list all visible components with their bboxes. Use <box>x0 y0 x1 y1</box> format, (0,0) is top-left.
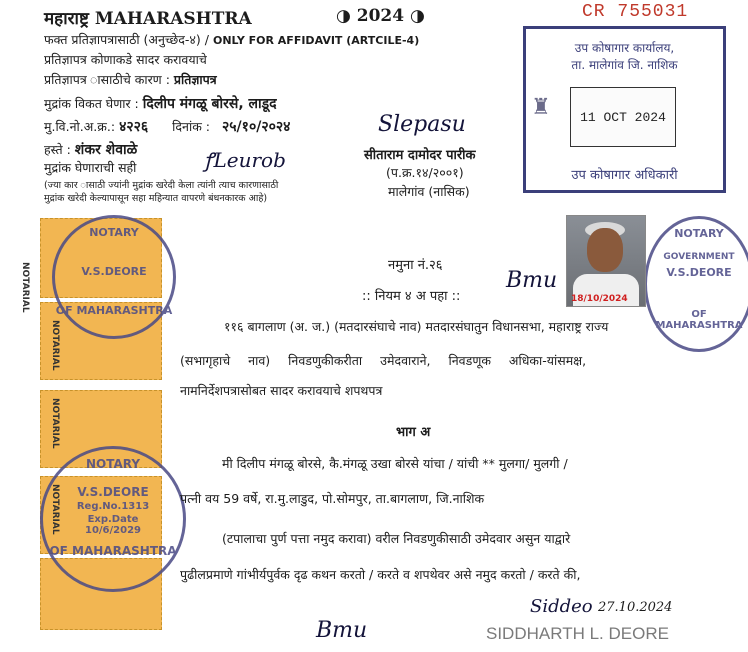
notary-name: SIDDHARTH L. DEORE <box>486 624 669 643</box>
notary-date: 27.10.2024 <box>598 600 673 615</box>
treasury-date: 11 OCT 2024 <box>570 87 676 147</box>
signature-label: मुद्रांक घेणाराची सही <box>44 160 137 175</box>
state-devanagari: महाराष्ट्र <box>44 9 89 29</box>
notarial-side-label: NOTARIAL <box>50 320 60 371</box>
candidate-photo <box>566 215 646 307</box>
treasury-line-2: ता. मालेगांव जि. नाशिक <box>571 58 678 72</box>
para2-line2: पत्नी वय 59 वर्षे, रा.मु.लाडुद, पो.सोमपुर, ता.बागलाण, जि.नाशिक <box>180 491 485 506</box>
para3-line1: (टपालाचा पुर्ण पत्ता नमुद करावा) वरील निवडणुकीसाठी उमेदवार असुन याद्वारे <box>222 531 571 546</box>
office-label: प्रतिज्ञापत्र कोणाकडे सादर करावयाचे <box>44 52 207 67</box>
half-moon-icon: ◑ <box>410 6 425 26</box>
para1-line3: नामनिर्देशपत्रासोबत सादर करावयाचे शपथपत्र <box>180 383 383 398</box>
rule-reference: :: नियम ४ अ पहा :: <box>362 289 461 304</box>
vendor-signature: Slepasu <box>378 112 466 137</box>
vendor-license: (प.क्र.१४/२००१) <box>386 165 464 180</box>
para3-line2: पुढीलप्रमाणे गांभीर्यपुर्वक दृढ कथन करतो / करते व शपथेवर असे नमुद करतो / करते की, <box>180 567 581 582</box>
half-moon-icon: ◑ <box>336 6 351 26</box>
para1-line2: (सभागृहाचे नाव) निवडणुकीकरीता उमेदवाराने, निवडणूक अधिका-यांसमक्ष, <box>180 353 587 368</box>
deponent-signature: Bmu <box>316 618 368 643</box>
candidate-signature: Bmu <box>506 268 558 293</box>
notarial-side-label: NOTARIAL <box>20 262 30 313</box>
part-heading: भाग अ <box>396 425 431 440</box>
notary-signature: Siddeo <box>530 596 593 617</box>
affidavit-line: फक्त प्रतिज्ञापत्रासाठी (अनुच्छेद-४) / ONLY FOR AFFIDAVIT (ARTCILE-4) <box>44 32 420 47</box>
treasury-officer: उप कोषागार अधिकारी <box>571 168 678 183</box>
purpose-row: प्रतिज्ञापत्र ासाठीचे कारण : प्रतिज्ञापत्र <box>44 72 217 87</box>
emblem-icon: ♜ <box>531 95 551 120</box>
para2-line1: मी दिलीप मंगळू बोरसे, कै.मंगळू उखा बोरसे यांचा / यांची ** मुलगा/ मुलगी / <box>222 456 568 471</box>
treasury-line-1: उप कोषागार कार्यालय, <box>574 41 675 55</box>
note-line-2: मुद्रांक खरेदी केल्यापासून सहा महिन्यात वापरणे बंधनकारक आहे) <box>44 193 268 204</box>
para1-line1: ११६ बागलाण (अ. ज.) (मतदारसंघाचे नाव) मतदारसंघातुन विधानसभा, महाराष्ट्र राज्य <box>224 319 609 334</box>
buyer-row: मुद्रांक विकत घेणार : दिलीप मंगळू बोरसे, लाडूद <box>44 96 277 112</box>
state-title <box>44 6 252 29</box>
state-english: MAHARASHTRA <box>94 9 252 29</box>
notary-seal: NOTARY V.S.DEORE OF MAHARASHTRA <box>52 215 176 339</box>
notarial-side-label: NOTARIAL <box>50 398 60 449</box>
notary-seal: NOTARY GOVERNMENT V.S.DEORE OF MAHARASHTRA <box>644 216 748 352</box>
stamp-serial: CR 755031 <box>582 2 689 22</box>
year-label: ◑ 2024 ◑ <box>336 6 425 26</box>
buyer-signature: ꝭLeurob <box>204 148 286 172</box>
through-row: हस्ते : शंकर शेवाळे <box>44 142 138 158</box>
notarial-side-label: NOTARIAL <box>50 484 60 535</box>
note-line-1: (ज्या कार ासाठी ज्यांनी मुद्रांक खरेदी केला त्यांनी त्याच कारणासाठी <box>44 180 279 191</box>
vendor-place: मालेगांव (नासिक) <box>388 184 470 199</box>
treasury-stamp <box>523 26 726 193</box>
form-number: नमुना नं.२६ <box>388 258 443 273</box>
notary-seal: NOTARY V.S.DEORE Reg.No.1313 Exp.Date 10/6/2029 OF MAHARASHTRA <box>40 446 186 592</box>
serial-row: मु.वि.नो.अ.क्र.: ४२२६ दिनांक : २५/१०/२०२४ <box>44 119 291 135</box>
vendor-name: सीताराम दामोदर पारीक <box>364 148 476 163</box>
photo-date: 18/10/2024 <box>571 294 628 304</box>
